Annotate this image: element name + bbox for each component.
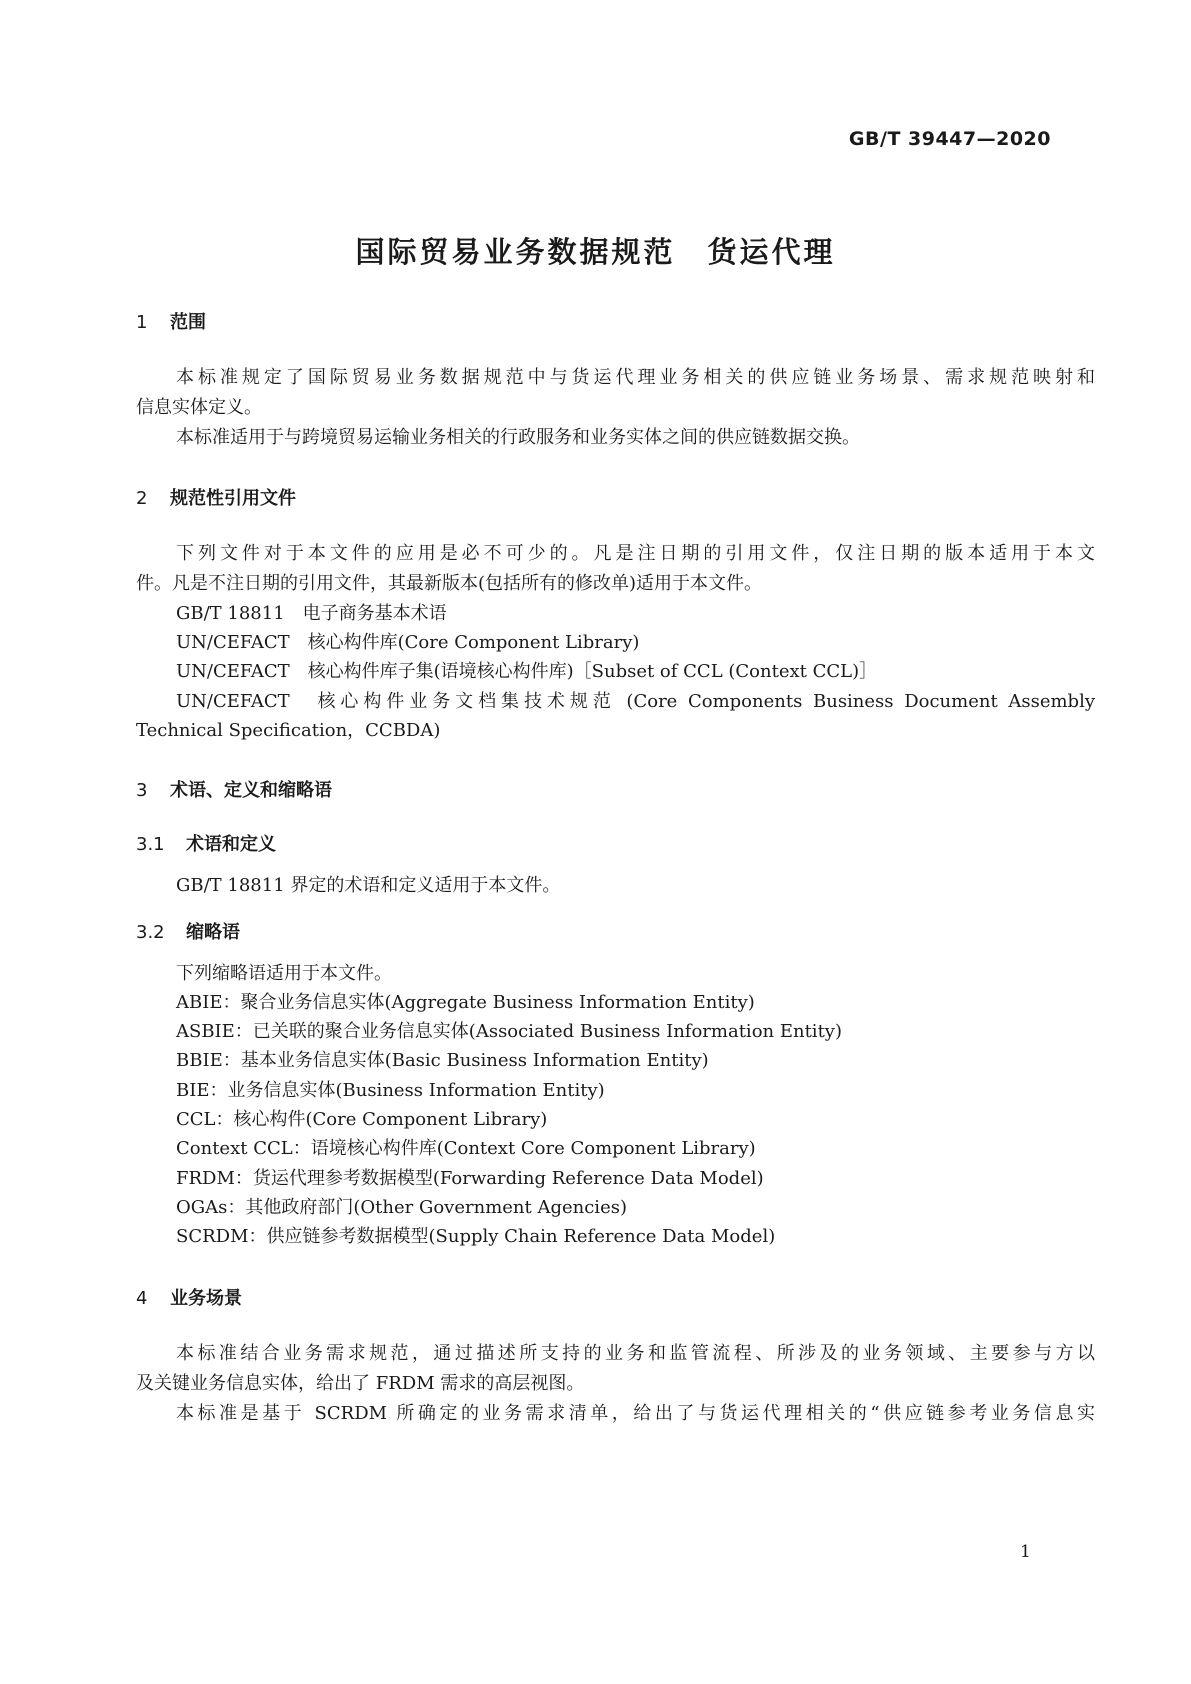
abbreviation-item: OGAs：其他政府部门(Other Government Agencies) [176, 1197, 627, 1218]
section-3-1-number: 3.1 [136, 834, 165, 855]
section-2-paragraph-1-line-2: 件。凡是不注日期的引用文件，其最新版本(包括所有的修改单)适用于本文件。 [136, 573, 763, 594]
section-4-paragraph-2-line-1: 本标准是基于 SCRDM 所确定的业务需求清单，给出了与货运代理相关的“供应链参考业务信息实 [176, 1403, 1095, 1424]
abbreviation-item: FRDM：货运代理参考数据模型(Forwarding Reference Data Model) [176, 1168, 764, 1189]
section-2-paragraph-1-line-1: 下列文件对于本文件的应用是必不可少的。凡是注日期的引用文件，仅注日期的版本适用于本文 [176, 543, 1095, 564]
section-3-1-heading [136, 830, 276, 856]
page-number: 1 [1020, 1542, 1031, 1562]
section-1-title: 范围 [170, 312, 206, 333]
abbreviation-item: CCL：核心构件(Core Component Library) [176, 1109, 548, 1130]
section-3-number: 3 [136, 780, 148, 801]
section-1-heading [136, 308, 206, 334]
section-3-2-title: 缩略语 [186, 922, 240, 943]
document-title: 国际贸易业务数据规范 货运代理 [355, 235, 836, 269]
section-3-2-intro: 下列缩略语适用于本文件。 [176, 963, 392, 984]
section-4-title: 业务场景 [170, 1288, 242, 1309]
section-3-1-text: GB/T 18811 界定的术语和定义适用于本文件。 [176, 875, 561, 896]
abbreviation-item: ABIE：聚合业务信息实体(Aggregate Business Information Entity) [176, 992, 755, 1013]
reference-item-line-2: Technical Specification，CCBDA) [136, 720, 441, 741]
section-2-number: 2 [136, 488, 148, 509]
section-2-title: 规范性引用文件 [170, 488, 296, 509]
abbreviation-item: BIE：业务信息实体(Business Information Entity) [176, 1080, 605, 1101]
abbreviation-item: Context CCL：语境核心构件库(Context Core Component Library) [176, 1138, 756, 1159]
abbreviation-item: ASBIE：已关联的聚合业务信息实体(Associated Business Information Entity) [176, 1021, 842, 1042]
reference-item: UN/CEFACT 核心构件库子集(语境核心构件库)［Subset of CCL (Context CCL)］ [176, 661, 878, 682]
section-4-paragraph-1-line-1: 本标准结合业务需求规范，通过描述所支持的业务和监管流程、所涉及的业务领域、主要参与方以 [176, 1343, 1095, 1364]
section-1-paragraph-1-line-2: 信息实体定义。 [136, 397, 262, 418]
reference-item: UN/CEFACT 核心构件库(Core Component Library) [176, 632, 640, 653]
standard-code: GB/T 39447—2020 [848, 128, 1051, 150]
abbreviation-item: SCRDM：供应链参考数据模型(Supply Chain Reference Data Model) [176, 1226, 776, 1247]
section-4-heading [136, 1284, 242, 1310]
section-3-1-title: 术语和定义 [186, 834, 276, 855]
section-4-number: 4 [136, 1288, 148, 1309]
abbreviation-item: BBIE：基本业务信息实体(Basic Business Information Entity) [176, 1050, 709, 1071]
reference-item-line-1: UN/CEFACT 核心构件业务文档集技术规范 (Core Components Business Document Assembly [176, 691, 1095, 712]
section-3-2-heading [136, 918, 240, 944]
section-3-title: 术语、定义和缩略语 [170, 780, 332, 801]
section-1-paragraph-2: 本标准适用于与跨境贸易运输业务相关的行政服务和业务实体之间的供应链数据交换。 [176, 427, 860, 448]
section-4-paragraph-1-line-2: 及关键业务信息实体，给出了 FRDM 需求的高层视图。 [136, 1373, 585, 1394]
reference-item: GB/T 18811 电子商务基本术语 [176, 603, 447, 624]
section-3-2-number: 3.2 [136, 922, 165, 943]
section-2-heading [136, 484, 296, 510]
section-1-number: 1 [136, 312, 148, 333]
section-3-heading [136, 776, 332, 802]
section-1-paragraph-1-line-1: 本标准规定了国际贸易业务数据规范中与货运代理业务相关的供应链业务场景、需求规范映射和 [176, 367, 1095, 388]
